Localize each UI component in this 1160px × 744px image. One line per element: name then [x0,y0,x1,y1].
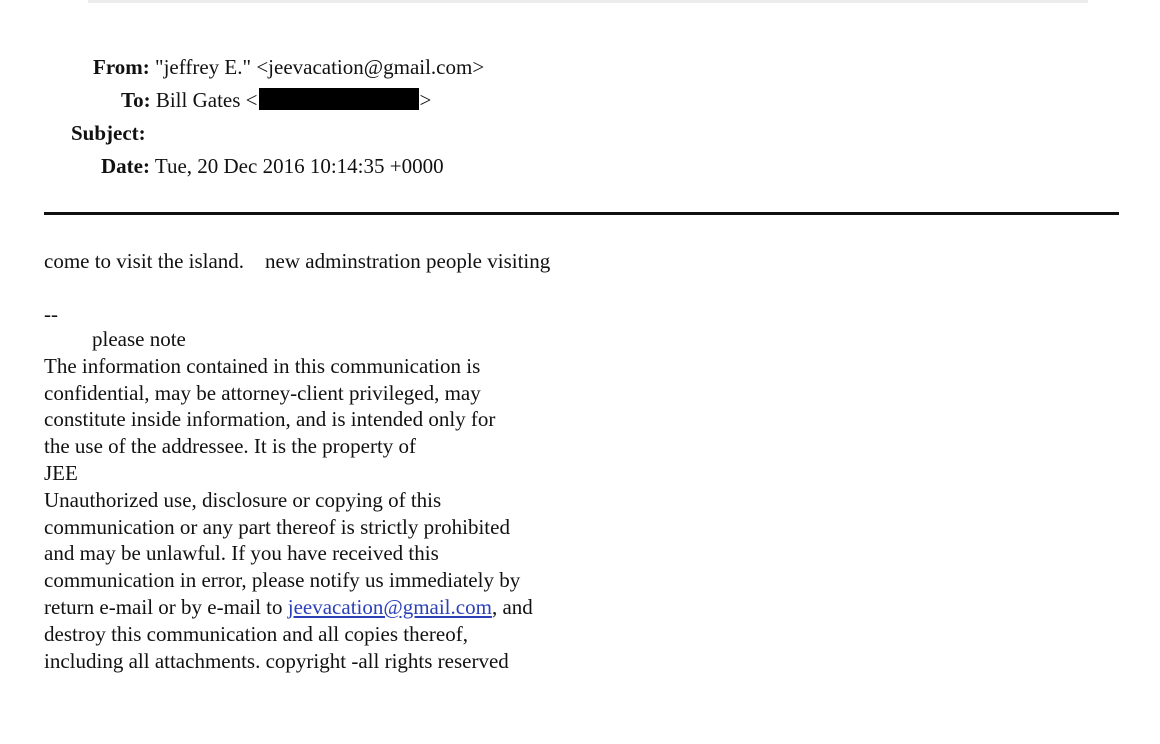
disclaimer-line: Unauthorized use, disclosure or copying of this [44,487,442,512]
disclaimer-line: destroy this communication and all copies thereof, [44,621,468,646]
to-name: Bill Gates < [155,88,258,112]
message-body: come to visit the island. new adminstration people visiting [44,249,551,273]
email-address-link[interactable]: jeevacation@gmail.com [287,594,492,619]
disclaimer-line: please note [92,327,186,351]
confidentiality-disclaimer [44,326,664,674]
disclaimer-line-with-link [44,594,664,621]
from-row [93,53,484,81]
redaction-box [259,88,419,110]
from-value: "jeffrey E." <jeevacation@gmail.com> [155,55,485,79]
disclaimer-text: , and [491,594,533,619]
disclaimer-line: including all attachments. copyright -all rights reserved [44,648,509,673]
disclaimer-line: communication in error, please notify us immediately by [44,568,521,593]
header-divider [44,212,1119,215]
date-value: Tue, 20 Dec 2016 10:14:35 +0000 [154,154,444,178]
disclaimer-line: and may be unlawful. If you have received this [44,541,439,566]
disclaimer-line: confidential, may be attorney-client privileged, may [44,380,481,405]
from-label: From: [93,55,150,79]
subject-label: Subject: [71,121,146,145]
disclaimer-line: JEE [44,460,78,485]
to-label: To: [121,88,151,112]
disclaimer-line: The information contained in this communication is [44,353,481,378]
top-edge-strip [88,0,1088,3]
to-row [121,86,431,114]
to-close: > [419,88,432,112]
date-row [101,152,444,180]
disclaimer-line: communication or any part thereof is strictly prohibited [44,514,510,539]
signature-separator: -- [44,302,58,326]
disclaimer-line: the use of the addressee. It is the property of [44,434,417,459]
subject-row [71,119,146,147]
disclaimer-text: return e-mail or by e-mail to [44,594,288,619]
date-label: Date: [101,154,150,178]
disclaimer-line: constitute inside information, and is intended only for [44,407,496,432]
